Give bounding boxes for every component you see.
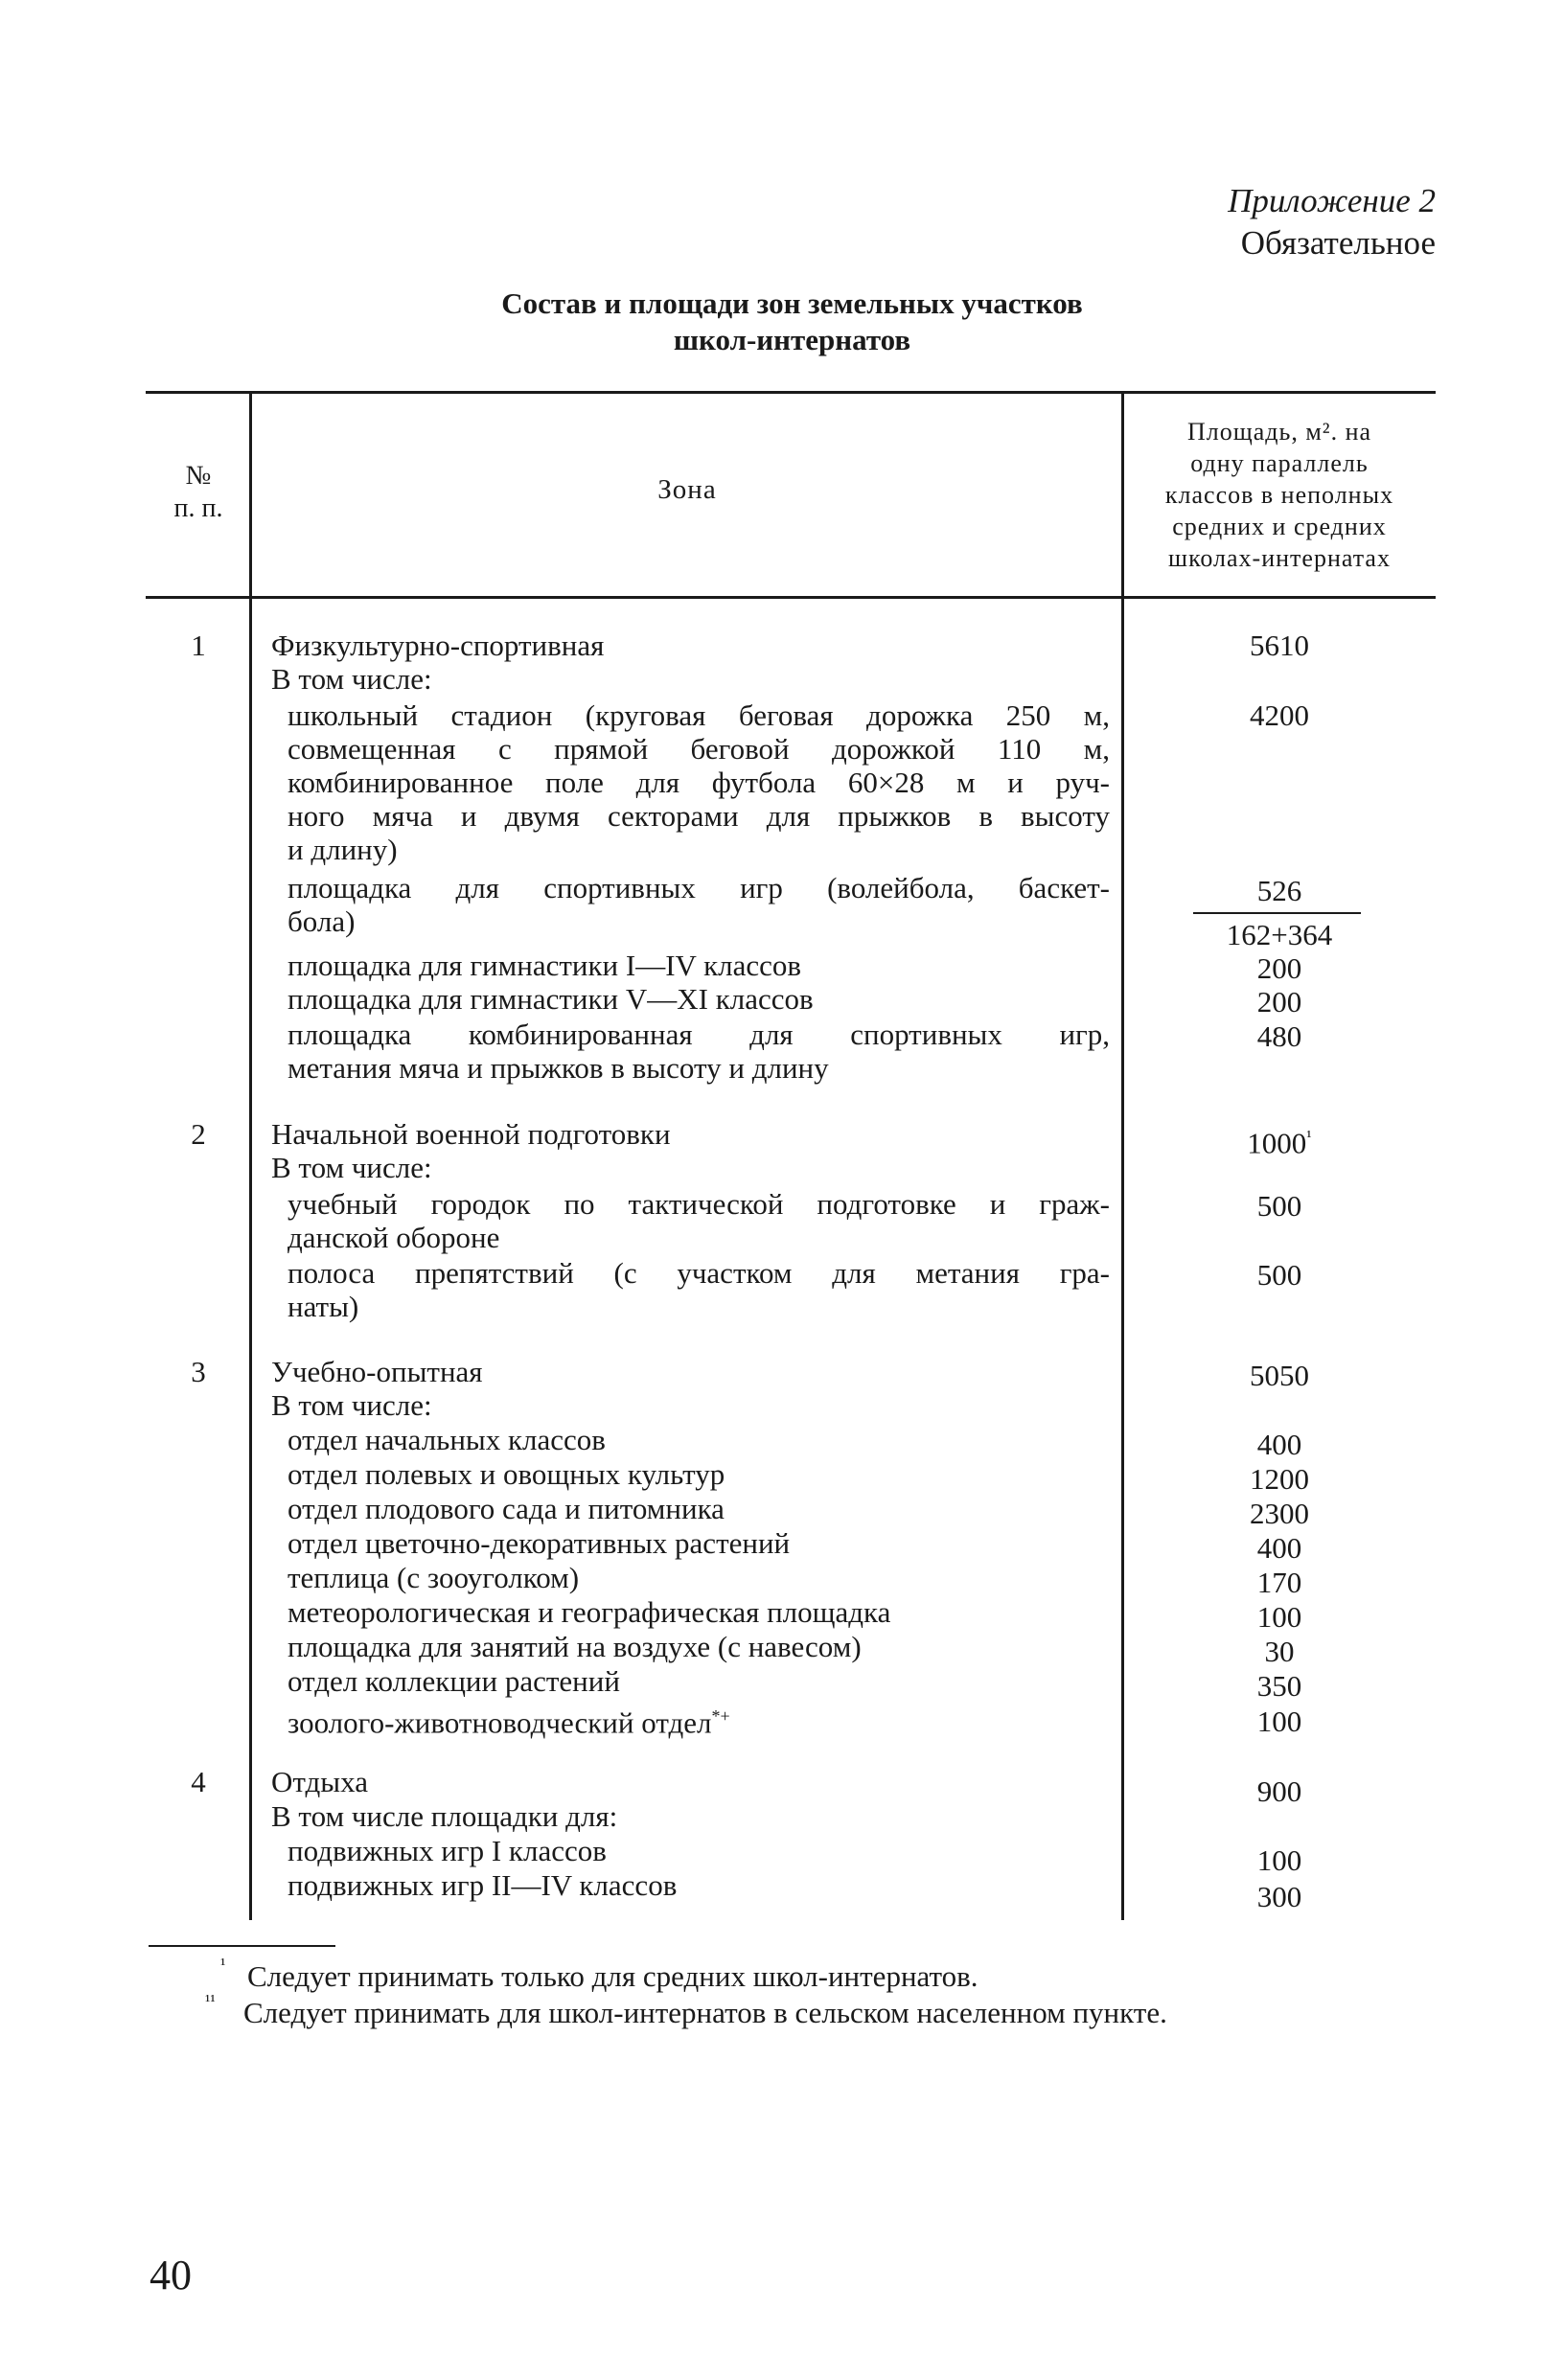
zone-item-line: площадка для гимнастики I—IV классов bbox=[288, 949, 802, 982]
zone-item-line: данской обороне bbox=[288, 1221, 500, 1254]
area-value: 100 bbox=[1256, 1600, 1302, 1634]
row-number: 4 bbox=[191, 1765, 206, 1798]
table-header-rule bbox=[146, 596, 1436, 599]
zone-item-line: школьный стадион (круговая беговая дорожка 250 м, bbox=[288, 698, 1110, 732]
appendix-status: Обязательное bbox=[1240, 224, 1436, 262]
zone-item-line: подвижных игр II—IV классов bbox=[288, 1868, 678, 1902]
footnote-mark: ¹¹ bbox=[205, 1991, 216, 2010]
zone-item-line: площадка для спортивных игр (волейбола, баскет- bbox=[288, 871, 1110, 904]
area-value: 1200 bbox=[1250, 1462, 1309, 1496]
area-value: 2300 bbox=[1250, 1497, 1309, 1530]
area-value-denominator: 162+364 bbox=[1226, 918, 1333, 951]
area-value: 400 bbox=[1256, 1428, 1302, 1461]
area-value: 100 bbox=[1256, 1843, 1302, 1877]
area-value: 200 bbox=[1256, 951, 1302, 985]
area-value: 500 bbox=[1256, 1258, 1302, 1292]
title-line-2: школ-интернатов bbox=[673, 323, 911, 356]
area-value: 200 bbox=[1256, 985, 1302, 1018]
area-value: 350 bbox=[1256, 1669, 1302, 1703]
area-value: 300 bbox=[1256, 1880, 1302, 1913]
zone-item-line: отдел цветочно-декоративных растений bbox=[288, 1526, 791, 1560]
zone-item-line: комбинированное поле для футбола 60×28 м и руч- bbox=[288, 766, 1110, 799]
row-number: 3 bbox=[191, 1355, 206, 1388]
zone-item-line: метеорологическая и географическая площадка bbox=[288, 1595, 891, 1629]
zone-name: Начальной военной подготовки bbox=[271, 1117, 671, 1151]
zone-item-line: ного мяча и двумя секторами для прыжков в высоту bbox=[288, 799, 1110, 833]
zone-item-line: площадка для гимнастики V—XI классов bbox=[288, 982, 814, 1016]
zone-name: Физкультурно-спортивная bbox=[271, 629, 605, 662]
title-line-1: Состав и площади зон земельных участков bbox=[501, 286, 1083, 320]
area-value: 30 bbox=[1264, 1635, 1295, 1668]
footnote-text: Следует принимать только для средних школ-интернатов. bbox=[247, 1959, 978, 1993]
area-value: 100 bbox=[1256, 1705, 1302, 1738]
zone-item-line: метания мяча и прыжков в высоту и длину bbox=[288, 1051, 829, 1085]
zone-item-line: отдел полевых и овощных культур bbox=[288, 1457, 725, 1491]
area-value-numerator: 526 bbox=[1256, 874, 1302, 907]
zone-name: Учебно-опытная bbox=[271, 1355, 483, 1388]
footnote-text: Следует принимать для школ-интернатов в сельском населенном пункте. bbox=[243, 1996, 1167, 2029]
page-number: 40 bbox=[150, 2252, 192, 2299]
fraction-bar bbox=[1193, 912, 1361, 914]
zone-item-line: наты) bbox=[288, 1290, 359, 1323]
zone-item-line: отдел плодового сада и питомника bbox=[288, 1492, 725, 1525]
footnote-ref: *+ bbox=[711, 1706, 730, 1726]
area-value: 900 bbox=[1256, 1774, 1302, 1808]
area-value: $1000^{^1}$ bbox=[1247, 1126, 1312, 1160]
zone-item-line: отдел коллекции растений bbox=[288, 1664, 620, 1698]
zone-item-line: площадка для занятий на воздухе (с навесом) bbox=[288, 1630, 862, 1663]
header-number: № п. п. bbox=[173, 461, 223, 523]
table-top-rule bbox=[146, 391, 1436, 394]
area-value: 5610 bbox=[1250, 629, 1309, 662]
row-number: 2 bbox=[191, 1117, 206, 1151]
document-title bbox=[0, 286, 1565, 358]
area-value: 500 bbox=[1256, 1189, 1302, 1223]
footnote-ref: ¹ bbox=[1306, 1127, 1312, 1146]
area-value: 400 bbox=[1256, 1531, 1302, 1565]
zone-item-line: подвижных игр I классов bbox=[288, 1834, 607, 1867]
header-zone: Зона bbox=[657, 474, 717, 505]
appendix-label: Приложение 2 bbox=[1228, 182, 1436, 219]
area-value: 4200 bbox=[1250, 698, 1309, 732]
zone-item-line: и длину) bbox=[288, 833, 398, 866]
header-area: Площадь, м². на одну параллель классов в неполных средних и средних школах-интернатах bbox=[1164, 418, 1394, 572]
zone-subheading: В том числе: bbox=[271, 1151, 432, 1184]
area-value: 480 bbox=[1256, 1019, 1302, 1053]
zone-item-line: площадка комбинированная для спортивных игр, bbox=[288, 1018, 1110, 1051]
footnote-mark: ¹ bbox=[220, 1955, 226, 1974]
footnote-rule bbox=[149, 1945, 335, 1947]
zone-item-line: отдел начальных классов bbox=[288, 1423, 606, 1456]
table-column-divider-1 bbox=[249, 391, 252, 1920]
zone-item-line: учебный городок по тактической подготовке и граж- bbox=[288, 1187, 1110, 1221]
appendix-block bbox=[1228, 180, 1436, 264]
area-value: 170 bbox=[1256, 1566, 1302, 1599]
zone-item-line: бола) bbox=[288, 904, 356, 938]
zone-item-line: зоолого-животноводческий отдел*+ bbox=[288, 1705, 730, 1740]
zone-item-line: полоса препятствий (с участком для метания гра- bbox=[288, 1256, 1110, 1290]
zone-item-line: теплица (с зооуголком) bbox=[288, 1561, 580, 1594]
zone-subheading: В том числе: bbox=[271, 662, 432, 696]
row-number: 1 bbox=[191, 629, 206, 662]
zone-name: Отдыха bbox=[271, 1765, 368, 1798]
area-value: 5050 bbox=[1250, 1359, 1309, 1392]
zone-subheading: В том числе: bbox=[271, 1388, 432, 1422]
zone-subheading: В том числе площадки для: bbox=[271, 1799, 618, 1833]
zone-item-line: совмещенная с прямой беговой дорожкой 110 м, bbox=[288, 732, 1110, 766]
